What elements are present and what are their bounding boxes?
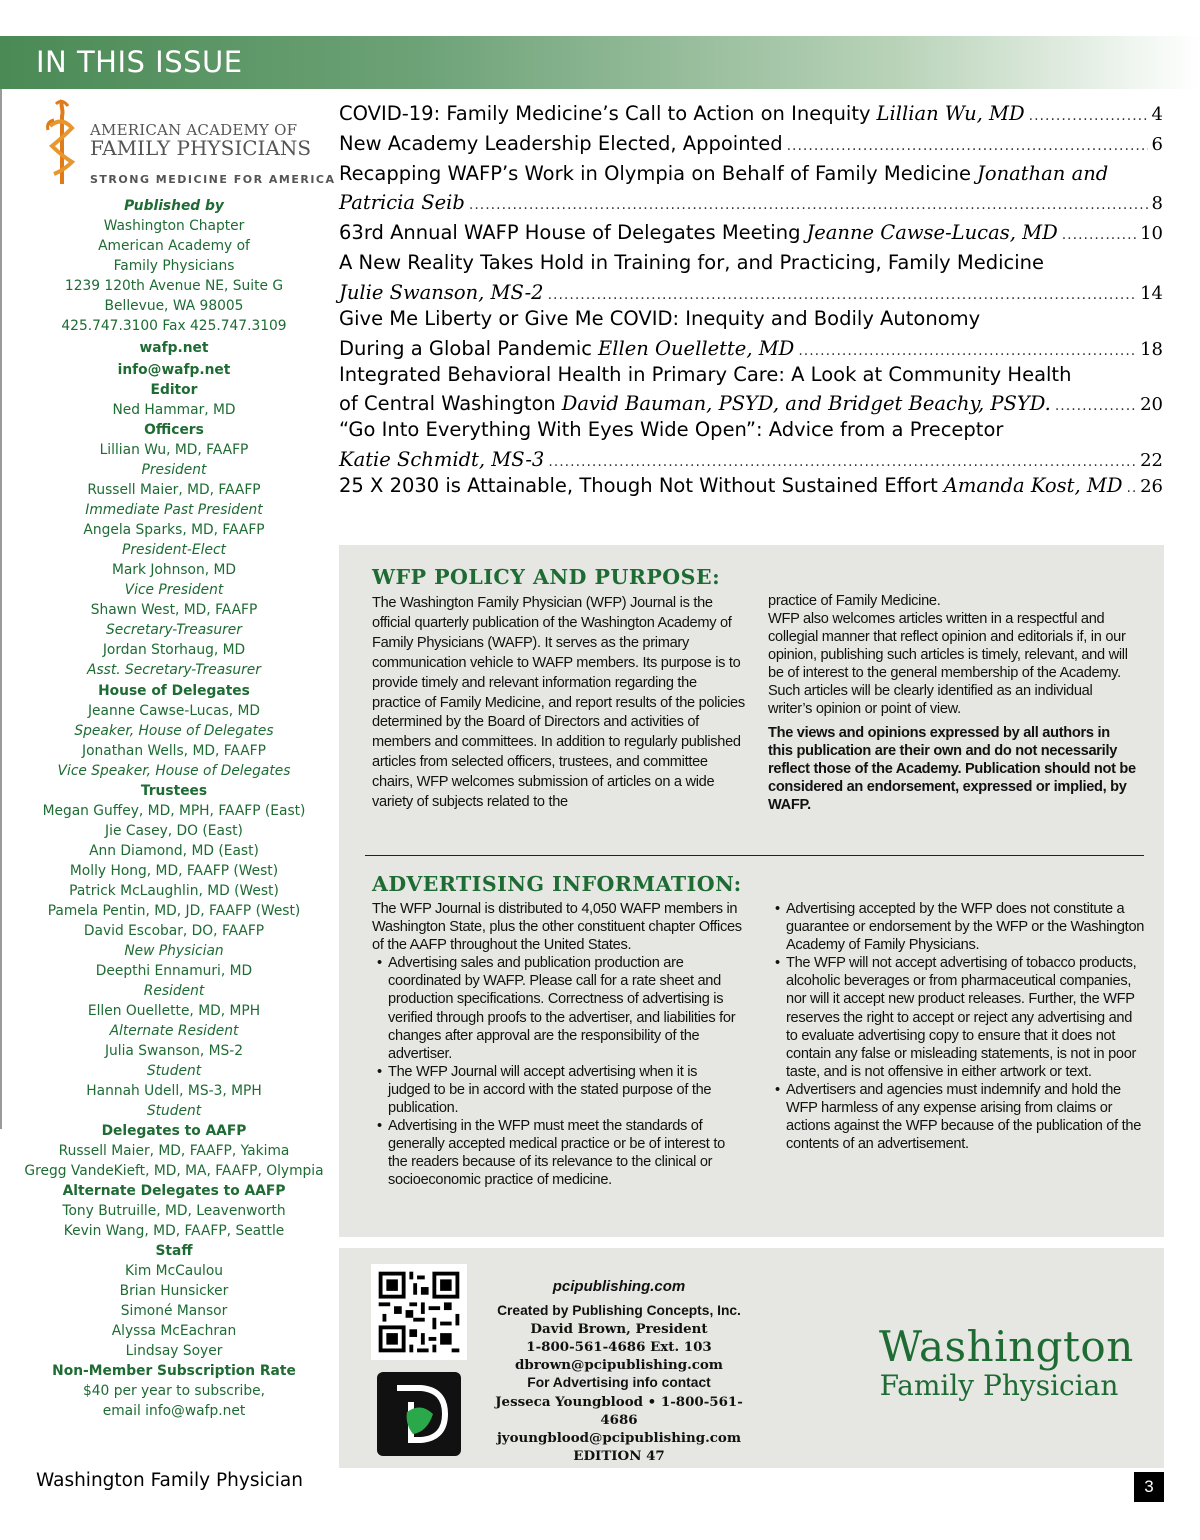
subscription-text: email info@wafp.net [102,1403,246,1419]
logo-line2: FAMILY PHYSICIANS [90,136,312,160]
hod-name: Jeanne Cawse-Lucas, MD [87,703,261,719]
address-line: 1239 120th Avenue NE, Suite G [64,278,284,294]
toc-page: 10 [1140,223,1163,245]
officer-name: Angela Sparks, MD, FAAFP [83,522,265,538]
publisher-site[interactable]: pcipublishing.com [552,1278,686,1295]
toc-title: 63rd Annual WAFP House of Delegates Meeting [339,221,801,245]
publisher-box [339,1248,1164,1468]
toc-page: 14 [1140,282,1163,304]
trustee-role: Student [146,1103,202,1119]
toc-page: 18 [1140,338,1163,360]
officer-name: Mark Johnson, MD [111,562,237,578]
toc-leader [798,343,1136,359]
toc-author: Patricia Seib [339,191,465,215]
advertising-left-column [372,900,742,1190]
org-line: American Academy of [98,238,250,254]
subscription-text: $40 per year to subscribe, [82,1383,266,1399]
policy-disclaimer: The views and opinions expressed by all authors in this publication are their own and do not necessarily reflect those of the Academy. Publication should not be considered an endorsement, expressed or implied, by WAFP. [768,725,1136,813]
qr-code-icon[interactable] [371,1264,467,1360]
publisher-email[interactable]: dbrown@pcipublishing.com [515,1357,723,1374]
toc-entry[interactable] [339,132,1163,162]
page-edge-line [0,89,2,1129]
wfp-logo [879,1322,1134,1402]
advertising-bullet: • Advertising sales and publication production are coordinated by WAFP. Please call for a rate sheet and production specifications. Correctness of advertising is verified through proofs to the advertiser, and liabilities for changes after approval are the responsibility of the advertiser. [372,954,742,1063]
toc-entry[interactable] [339,363,1163,419]
staff-name: Alyssa McEachran [111,1323,237,1339]
org-line: Family Physicians [113,258,235,274]
toc-title: A New Reality Takes Hold in Training for, and Practicing, Family Medicine [339,250,1044,274]
trustee-role: New Physician [124,943,224,959]
officer-role: President [141,462,207,478]
trustee-name: Pamela Pentin, MD, JD, FAAFP (West) [47,903,301,919]
toc-leader [787,138,1148,154]
alt-delegate-name: Kevin Wang, MD, FAAFP, Seattle [63,1223,285,1239]
toc-leader [548,454,1136,470]
toc-page: 4 [1151,104,1163,125]
trustee-name: Molly Hong, MD, FAAFP (West) [69,863,279,879]
policy-text: WFP also welcomes articles written in a respectful and collegial manner that reflect opinion and editorials if, in our opinion, publishing such articles is timely, relevant, and will be of interest to the general membership of the Academy. Such articles will be clearly identified as an individual writer’s opinion or point of view. [768,611,1128,717]
toc-title: 25 X 2030 is Attainable, Though Not Without Sustained Effort [339,474,938,498]
toc-entry[interactable] [339,307,1163,363]
staff-name: Simoné Mansor [120,1303,228,1319]
ad-contact-person: Jesseca Youngblood • 1-800-561-4686 [495,1393,743,1428]
trustee-role: Alternate Resident [109,1023,239,1039]
toc-entry[interactable] [339,162,1163,222]
toc-author: Amanda Kost, MD [943,474,1123,498]
subscription-heading: Non-Member Subscription Rate [52,1363,296,1379]
issue-header-band [0,36,1200,89]
phone-fax: 425.747.3100 Fax 425.747.3109 [61,318,287,334]
toc-entry[interactable] [339,221,1163,251]
website-link[interactable]: wafp.net [139,340,209,356]
trustee-name: Jie Casey, DO (East) [105,823,243,839]
toc-entry[interactable] [339,474,1163,504]
toc-title: Recapping WAFP’s Work in Olympia on Behalf of Family Medicine [339,161,972,185]
toc-author: Jonathan and [977,161,1109,185]
toc-entry[interactable] [339,251,1163,307]
pci-logo-icon [377,1372,461,1456]
hod-role: Vice Speaker, House of Delegates [57,763,291,779]
address-line: Bellevue, WA 98005 [104,298,244,314]
trustee-name: Megan Guffey, MD, MPH, FAAFP (East) [42,803,306,819]
toc-title: of Central Washington [339,392,556,416]
masthead-sidebar [20,96,336,1421]
trustee-name: Patrick McLaughlin, MD (West) [69,883,279,899]
advertising-bullet: • Advertisers and agencies must indemnify and hold the WFP harmless of any expense arising from claims or actions against the WFP because of the publication of the contents of an advertisement. [770,1081,1146,1153]
toc-author: Ellen Ouellette, MD [598,336,795,360]
toc-entry[interactable] [339,102,1163,132]
wfp-logo-line1: Washington [879,1322,1134,1371]
toc-leader [1029,108,1148,124]
toc-leader [469,197,1148,213]
toc-title: COVID-19: Family Medicine’s Call to Action on Inequity [339,102,871,125]
policy-box [339,545,1164,1237]
toc-page: 20 [1140,394,1163,416]
publisher-info [479,1278,759,1465]
trustee-name: David Escobar, DO, FAAFP [83,923,265,939]
aafp-logo [20,96,336,192]
toc-title: Give Me Liberty or Give Me COVID: Inequity and Bodily Autonomy [339,306,981,330]
officer-name: Shawn West, MD, FAAFP [90,602,258,618]
delegate-name: Gregg VandeKieft, MD, MA, FAAFP, Olympia [24,1163,324,1179]
officer-name: Jordan Storhaug, MD [102,642,246,658]
trustee-role: Student [146,1063,202,1079]
trustee-name: Ellen Ouellette, MD, MPH [87,1003,261,1019]
publisher-president: David Brown, President [530,1321,708,1338]
section-divider [365,855,1144,856]
advertising-bullet: • Advertising in the WFP must meet the standards of generally accepted medical practice or be of interest to the readers because of its relevance to the clinical or socioeconomic practice of medicine. [372,1117,742,1189]
toc-author: Katie Schmidt, MS-3 [339,448,545,472]
edition-number: EDITION 47 [573,1447,665,1464]
email-link[interactable]: info@wafp.net [117,362,231,378]
toc-title: Integrated Behavioral Health in Primary Care: A Look at Community Health [339,362,1072,386]
officer-role: Asst. Secretary-Treasurer [87,662,261,678]
trustee-name: Deepthi Ennamuri, MD [95,963,253,979]
staff-name: Kim McCaulou [124,1263,224,1279]
publisher-phone: 1-800-561-4686 Ext. 103 [526,1339,712,1356]
officer-role: Secretary-Treasurer [106,622,242,638]
org-line: Washington Chapter [103,218,245,234]
hod-role: Speaker, House of Delegates [74,723,274,739]
staff-name: Lindsay Soyer [125,1343,223,1359]
ad-contact-email[interactable]: jyoungblood@pcipublishing.com [496,1429,742,1446]
staff-name: Brian Hunsicker [119,1283,229,1299]
trustees-heading: Trustees [140,783,208,799]
wfp-logo-line2: Family Physician [879,1369,1119,1402]
published-by: Published by [124,198,224,214]
logo-line1: AMERICAN ACADEMY OF [90,121,298,139]
policy-right-column [768,592,1138,814]
officer-name: Lillian Wu, MD, FAAFP [99,442,249,458]
officer-name: Russell Maier, MD, FAAFP [87,482,261,498]
trustee-role: Resident [143,983,205,999]
advertising-intro: The WFP Journal is distributed to 4,050 WAFP members in Washington State, plus the other constituent chapter Offices of the AAFP throughout the United States. [372,901,742,954]
advertising-bullet: • Advertising accepted by the WFP does not constitute a guarantee or endorsement by the WFP or the Washington Academy of Family Physicians. [770,900,1146,954]
delegate-name: Russell Maier, MD, FAAFP, Yakima [58,1143,290,1159]
editor-heading: Editor [150,382,198,398]
advertising-heading: ADVERTISING INFORMATION: [372,872,742,896]
policy-text: practice of Family Medicine. [768,593,941,609]
delegates-heading: Delegates to AAFP [101,1123,247,1139]
issue-header-title: IN THIS ISSUE [36,45,243,79]
hod-heading: House of Delegates [98,683,250,699]
trustee-name: Hannah Udell, MS-3, MPH [86,1083,262,1099]
toc-title: New Academy Leadership Elected, Appointed [339,131,783,155]
staff-heading: Staff [155,1243,193,1259]
toc-title: “Go Into Everything With Eyes Wide Open”: Advice from a Preceptor [339,418,1004,442]
policy-heading: WFP POLICY AND PURPOSE: [372,565,721,589]
footer-publication: Washington Family Physician [36,1470,303,1491]
policy-text: The Washington Family Physician (WFP) Journal is the official quarterly publication of the Washington Academy of Family Physicians (WAFP). It serves as the primary communication vehicle to WAFP members. Its purpose is to provide timely and relevant information regarding the practice of Family Medicine, and report results of the policies determined by the Board of Directors and activities of members and committees. In addition to regularly published articles from selected officers, trustees, and committee chairs, WFP welcomes submission of articles on a wide variety of subjects related to the [372,595,745,811]
toc-page: 22 [1140,450,1163,472]
toc-author: David Bauman, PSYD, and Bridget Beachy, PSYD. [561,392,1051,416]
officer-role: Immediate Past President [85,502,263,518]
ad-contact-label: For Advertising info contact [527,1375,711,1391]
page-number: 3 [1134,1472,1164,1502]
advertising-bullet: • The WFP will not accept advertising of tobacco products, alcoholic beverages or from pharmaceutical companies, nor will it accept new product releases. Further, the WFP reserves the right to accept or reject any advertising and to evaluate advertising copy to ensure that it does not contain any false or misleading statements, is not in poor taste, and is not offensive in either artwork or text. [770,954,1146,1081]
toc-page: 6 [1151,133,1163,155]
advertising-right-column [770,900,1146,1153]
toc-entry[interactable] [339,418,1163,474]
trustee-name: Ann Diamond, MD (East) [89,843,259,859]
alt-delegate-name: Tony Butruille, MD, Leavenworth [62,1203,286,1219]
officers-heading: Officers [144,422,204,438]
advertising-bullet: • The WFP Journal will accept advertising when it is judged to be in accord with the stated purpose of the publication. [372,1063,742,1117]
toc-author: Julie Swanson, MS-2 [339,280,544,304]
editor-name: Ned Hammar, MD [112,402,236,418]
trustee-name: Julia Swanson, MS-2 [104,1043,244,1059]
logo-tagline: STRONG MEDICINE FOR AMERICA [90,173,336,186]
policy-left-column [372,594,747,813]
toc-page: 8 [1151,193,1163,215]
toc-leader [1062,227,1136,243]
officer-role: Vice President [124,582,224,598]
toc-page: 26 [1140,476,1163,498]
toc-leader [548,287,1137,303]
toc-leader [1055,398,1136,414]
publisher-created-by: Created by Publishing Concepts, Inc. [497,1303,741,1319]
toc-leader [1126,480,1136,496]
caduceus-icon [42,96,82,188]
toc-author: Jeanne Cawse-Lucas, MD [806,221,1058,245]
officer-role: President-Elect [122,542,226,558]
table-of-contents [339,102,1163,504]
toc-author: Lillian Wu, MD [876,102,1025,125]
hod-name: Jonathan Wells, MD, FAAFP [82,743,266,759]
toc-title: During a Global Pandemic [339,336,592,360]
alt-delegates-heading: Alternate Delegates to AAFP [62,1183,286,1199]
